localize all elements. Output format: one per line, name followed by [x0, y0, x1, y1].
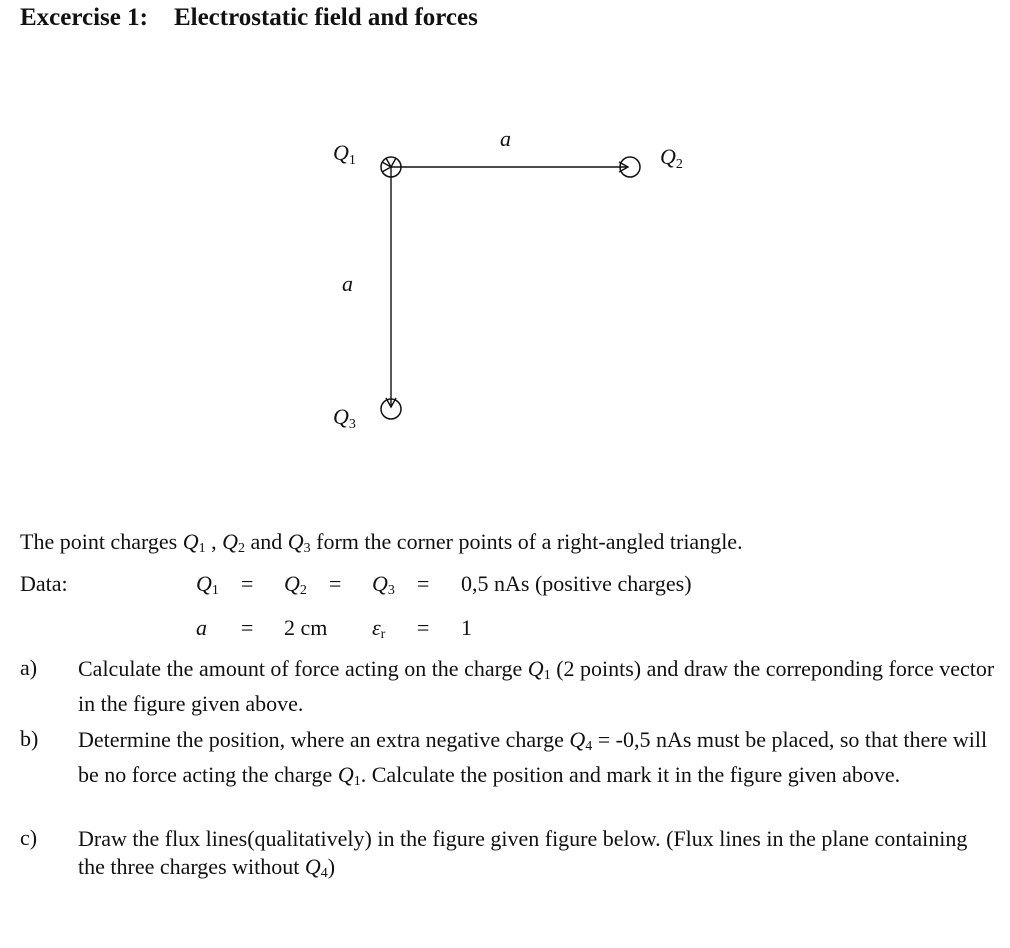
- intro-sentence: [20, 529, 743, 557]
- intro-text-end: form the corner points of a right-angled triangle.: [310, 529, 743, 554]
- task-c-q4-sub: 4: [320, 866, 328, 881]
- data-value-q: 0,5 nAs (positive charges): [461, 571, 692, 596]
- data-epsilon-symbol: ε: [372, 615, 381, 640]
- data-q2-sub: 2: [299, 583, 307, 598]
- data-epsilon: [372, 615, 385, 643]
- label-q2-subscript: 2: [675, 157, 683, 172]
- data-q1-symbol: Q: [196, 571, 212, 596]
- task-b-marker: b): [20, 726, 39, 751]
- task-c-text-1: Draw the flux lines(qualitatively) in the figure given figure below. (Flux lines in the plane containing the three charges without: [78, 826, 968, 879]
- task-c-marker: c): [20, 825, 38, 850]
- intro-and: and: [245, 529, 288, 554]
- task-b-text-1: Determine the position, where an extra negative charge: [78, 727, 570, 752]
- label-q2-symbol: Q: [660, 144, 676, 169]
- intro-text-start: The point charges: [20, 529, 183, 554]
- label-q2: [660, 144, 683, 172]
- task-b-q4-sub: 4: [585, 739, 593, 754]
- data-epsilon-sub: r: [380, 627, 386, 642]
- charge-diagram: [0, 0, 1010, 470]
- label-q1-symbol: Q: [333, 140, 349, 165]
- task-b-q4: Q: [569, 727, 586, 752]
- task-b-q1: Q: [337, 762, 354, 787]
- task-a-text-1: Calculate the amount of force acting on the charge: [78, 656, 528, 681]
- task-a-text-2: (2 points) and draw the correponding force vector in the figure given above.: [78, 656, 995, 716]
- label-a-side: a: [342, 271, 353, 296]
- task-b-q1-sub: 1: [353, 774, 361, 789]
- data-eq1: =: [241, 571, 254, 596]
- data-eq4: =: [241, 615, 254, 640]
- data-eq2: =: [329, 571, 342, 596]
- label-a-top: a: [500, 126, 511, 151]
- label-q3-subscript: 3: [348, 417, 356, 432]
- task-c: [20, 825, 995, 888]
- label-q1: [333, 140, 356, 168]
- task-b-text: [78, 726, 995, 796]
- intro-q2: Q: [222, 529, 238, 554]
- data-q2: [284, 571, 307, 599]
- data-q1: [196, 571, 219, 599]
- exercise-heading: Electrostatic field and forces: [173, 4, 478, 31]
- intro-q2-sub: 2: [238, 541, 245, 556]
- data-label: Data:: [20, 571, 68, 596]
- data-q3-sub: 3: [387, 583, 395, 598]
- task-a: [20, 655, 995, 718]
- task-c-text-2: ): [327, 854, 336, 879]
- task-b-text-2: = -0,5 nAs must be placed, so that there will be no force acting the charge: [78, 727, 988, 787]
- data-value-a: 2 cm: [284, 615, 328, 640]
- label-q1-subscript: 1: [348, 153, 356, 168]
- task-a-q1: Q: [527, 656, 544, 681]
- data-eq3: =: [417, 571, 430, 596]
- intro-q1: Q: [182, 529, 199, 554]
- data-q1-sub: 1: [211, 583, 219, 598]
- intro-q3: Q: [287, 529, 304, 554]
- intro-q1-sub: 1: [198, 541, 206, 556]
- task-a-text: [78, 655, 995, 718]
- data-a-symbol: a: [196, 615, 207, 640]
- data-value-eps: 1: [461, 615, 472, 640]
- task-c-text: [78, 825, 995, 888]
- label-q3-symbol: Q: [333, 404, 349, 429]
- data-eq5: =: [417, 615, 430, 640]
- task-a-q1-sub: 1: [543, 668, 551, 683]
- data-q2-symbol: Q: [284, 571, 300, 596]
- task-b-text-3: . Calculate the position and mark it in the figure given above.: [360, 762, 901, 787]
- task-a-marker: a): [20, 655, 38, 680]
- data-q3: [372, 571, 395, 599]
- label-q3: [333, 404, 356, 432]
- intro-q3-sub: 3: [303, 541, 311, 556]
- exercise-label: Excercise 1:: [20, 4, 148, 31]
- data-q3-symbol: Q: [372, 571, 388, 596]
- task-b: [20, 726, 995, 796]
- task-c-q4: Q: [304, 854, 321, 879]
- intro-sep: ,: [205, 529, 223, 554]
